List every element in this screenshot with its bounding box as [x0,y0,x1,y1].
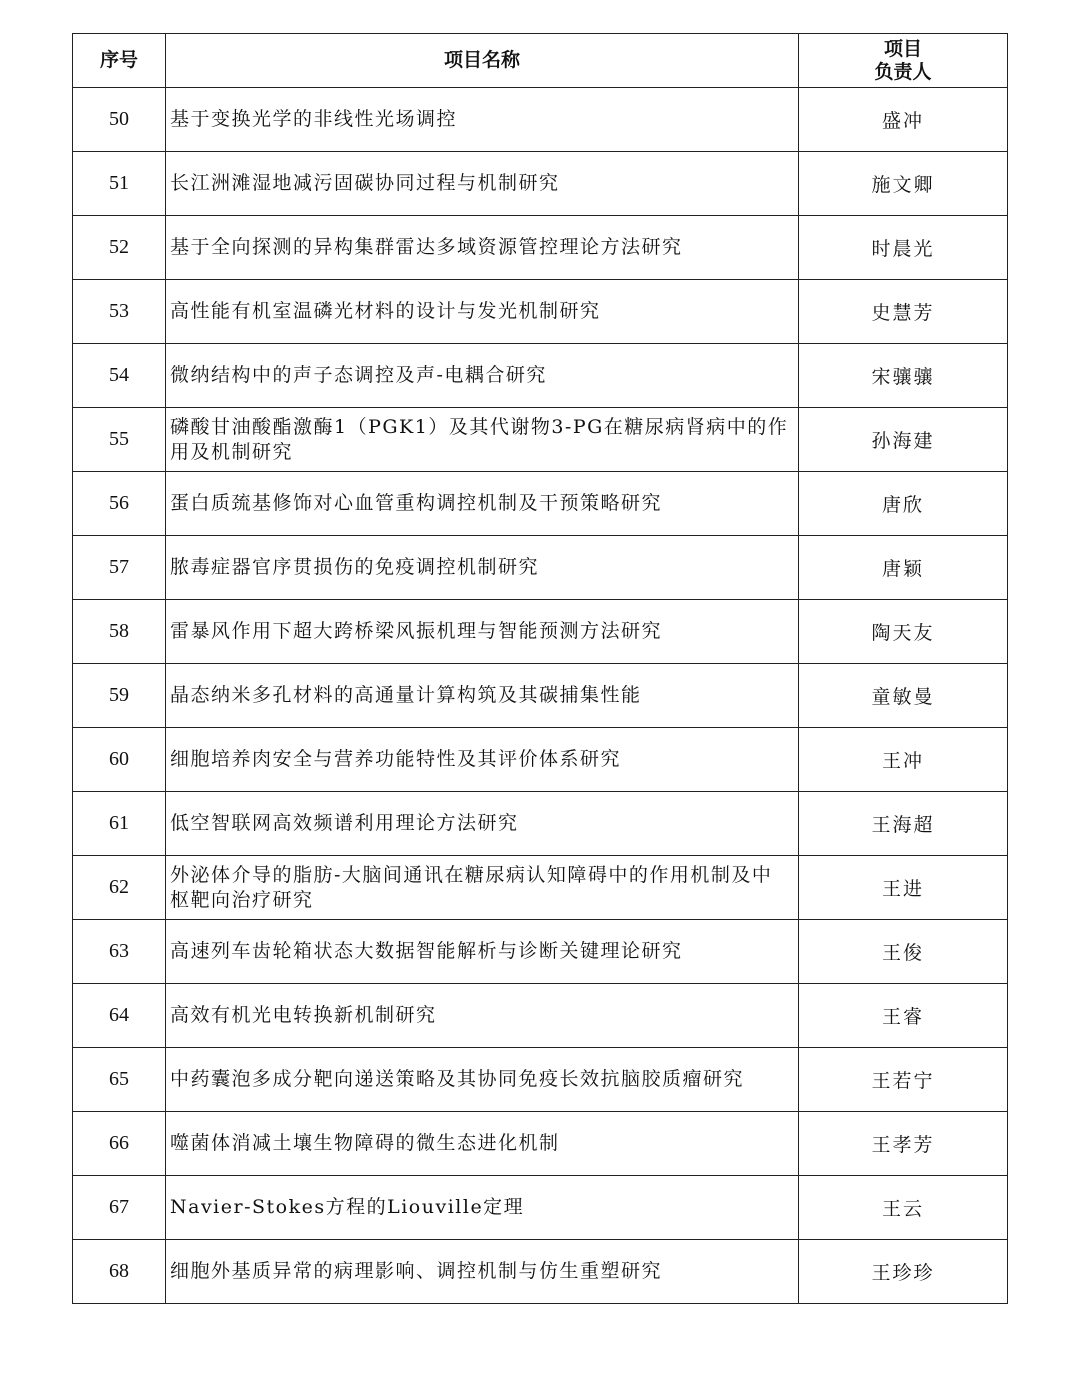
project-leader-cell: 唐欣 [799,472,1008,536]
project-name-cell: 雷暴风作用下超大跨桥梁风振机理与智能预测方法研究 [166,600,799,664]
project-name-cell: 细胞外基质异常的病理影响、调控机制与仿生重塑研究 [166,1240,799,1304]
table-row [73,728,1008,792]
header-number: 序号 [73,34,166,88]
table-row [73,344,1008,408]
row-number-cell: 54 [73,344,166,408]
project-leader-cell: 宋骧骧 [799,344,1008,408]
row-number-cell: 60 [73,728,166,792]
project-leader-cell: 王海超 [799,792,1008,856]
row-number-cell: 51 [73,152,166,216]
table-row [73,152,1008,216]
table-row [73,984,1008,1048]
project-leader-cell: 陶天友 [799,600,1008,664]
table-row [73,1112,1008,1176]
project-leader-cell: 时晨光 [799,216,1008,280]
table-row [73,536,1008,600]
project-leader-cell: 王俊 [799,920,1008,984]
project-leader-cell: 史慧芳 [799,280,1008,344]
project-leader-cell: 唐颖 [799,536,1008,600]
project-leader-cell: 盛冲 [799,88,1008,152]
row-number-cell: 57 [73,536,166,600]
header-row [73,34,1008,88]
row-number-cell: 67 [73,1176,166,1240]
row-number-cell: 63 [73,920,166,984]
row-number-cell: 62 [73,856,166,920]
project-leader-cell: 王进 [799,856,1008,920]
project-leader-cell: 王孝芳 [799,1112,1008,1176]
header-leader-line1: 项目 [883,38,922,60]
table-body [73,88,1008,1304]
table-row [73,664,1008,728]
project-leader-cell: 施文卿 [799,152,1008,216]
table-row [73,920,1008,984]
header-leader-line2: 负责人 [874,61,932,83]
project-name-cell: 微纳结构中的声子态调控及声-电耦合研究 [166,344,799,408]
project-name-cell: 低空智联网高效频谱利用理论方法研究 [166,792,799,856]
project-name-cell: 脓毒症器官序贯损伤的免疫调控机制研究 [166,536,799,600]
table-row [73,1240,1008,1304]
project-name-cell: 晶态纳米多孔材料的高通量计算构筑及其碳捕集性能 [166,664,799,728]
table-row [73,1176,1008,1240]
header-name: 项目名称 [166,34,799,88]
project-name-cell: 高性能有机室温磷光材料的设计与发光机制研究 [166,280,799,344]
header-leader [799,34,1008,88]
table-row [73,408,1008,472]
row-number-cell: 64 [73,984,166,1048]
table-row [73,280,1008,344]
project-name-cell: Navier-Stokes方程的Liouville定理 [166,1176,799,1240]
project-leader-cell: 孙海建 [799,408,1008,472]
table-row [73,1048,1008,1112]
project-name-cell: 长江洲滩湿地减污固碳协同过程与机制研究 [166,152,799,216]
row-number-cell: 52 [73,216,166,280]
project-name-cell: 高速列车齿轮箱状态大数据智能解析与诊断关键理论研究 [166,920,799,984]
project-name-cell: 磷酸甘油酸酯激酶1（PGK1）及其代谢物3-PG在糖尿病肾病中的作用及机制研究 [166,408,799,472]
row-number-cell: 65 [73,1048,166,1112]
row-number-cell: 68 [73,1240,166,1304]
row-number-cell: 61 [73,792,166,856]
row-number-cell: 56 [73,472,166,536]
project-table [72,33,1008,1304]
project-name-cell: 蛋白质巯基修饰对心血管重构调控机制及干预策略研究 [166,472,799,536]
row-number-cell: 55 [73,408,166,472]
project-name-cell: 噬菌体消减土壤生物障碍的微生态进化机制 [166,1112,799,1176]
project-name-cell: 高效有机光电转换新机制研究 [166,984,799,1048]
row-number-cell: 53 [73,280,166,344]
row-number-cell: 58 [73,600,166,664]
project-name-cell: 基于全向探测的异构集群雷达多域资源管控理论方法研究 [166,216,799,280]
project-leader-cell: 王珍珍 [799,1240,1008,1304]
row-number-cell: 50 [73,88,166,152]
table-row [73,216,1008,280]
project-name-cell: 细胞培养肉安全与营养功能特性及其评价体系研究 [166,728,799,792]
table-row [73,856,1008,920]
project-name-cell: 基于变换光学的非线性光场调控 [166,88,799,152]
project-leader-cell: 王冲 [799,728,1008,792]
table-row [73,792,1008,856]
row-number-cell: 66 [73,1112,166,1176]
project-leader-cell: 王云 [799,1176,1008,1240]
table-row [73,600,1008,664]
row-number-cell: 59 [73,664,166,728]
project-name-cell: 外泌体介导的脂肪-大脑间通讯在糖尿病认知障碍中的作用机制及中枢靶向治疗研究 [166,856,799,920]
project-leader-cell: 王睿 [799,984,1008,1048]
table-row [73,472,1008,536]
table-row [73,88,1008,152]
project-leader-cell: 王若宁 [799,1048,1008,1112]
project-leader-cell: 童敏曼 [799,664,1008,728]
project-name-cell: 中药囊泡多成分靶向递送策略及其协同免疫长效抗脑胶质瘤研究 [166,1048,799,1112]
